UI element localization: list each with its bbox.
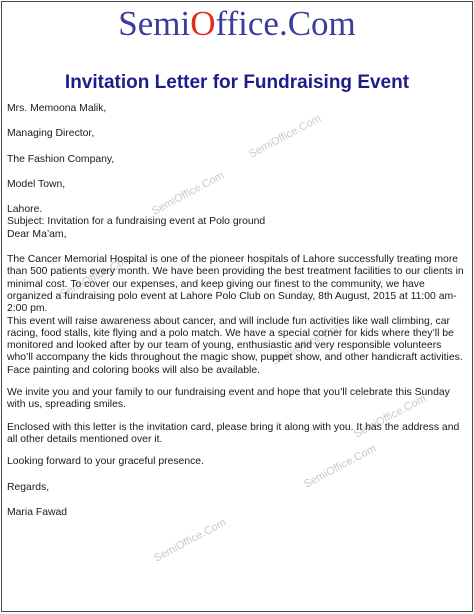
site-logo [2,4,472,44]
letter-paragraph-3: We invite you and your family to our fundraising event and hope that you’ll celebrate this Sunday with us, spreading smiles. [7,387,450,411]
logo-text-office: ffice.Com [215,4,356,43]
recipient-title: Managing Director, [7,128,95,140]
letter-page [1,1,473,612]
letter-regards: Regards, [7,481,50,493]
watermark: SemiOffice.Com [58,252,135,301]
watermark: SemiOffice.Com [302,442,379,491]
letter-paragraph-2: This event will raise awareness about cancer, and will include fun activities like wall climbing, car racing, food stalls, kite flying and a polo match. We have a special corner for kids where they’ll be monitored and looked after by our team of young, enthusiastic and very responsible volunteers who’ll accompany the kids throughout the magic show, puppet show, and other handicraft activities. Face painting and coloring books will also be available. [7,315,463,376]
watermark: SemiOffice.Com [150,169,227,218]
letter-body [7,103,469,519]
letter-salutation: Dear Ma’am, [7,228,67,240]
recipient-name: Mrs. Memoona Malik, [7,103,107,114]
recipient-city: Lahore. [7,204,43,216]
recipient-company: The Fashion Company, [7,153,115,165]
watermark: SemiOffice.Com [270,319,347,368]
watermark: SemiOffice.Com [247,112,324,161]
letter-closing-line: Looking forward to your graceful presence. [7,456,204,468]
watermark: SemiOffice.Com [152,516,229,565]
logo-text-o: O [190,4,216,43]
letter-signature: Maria Fawad [7,506,68,518]
logo-text-semi: Semi [118,4,191,43]
watermark: SemiOffice.Com [352,392,429,441]
letter-paragraph-4: Enclosed with this letter is the invitation card, please bring it along with you. It has the address and all other details mentioned over it. [7,421,460,445]
page-title: Invitation Letter for Fundraising Event [64,72,410,93]
letter-subject: Subject: Invitation for a fundraising event at Polo ground [7,216,266,228]
letter-paragraph-1: The Cancer Memorial Hospital is one of the pioneer hospitals of Lahore successfully treating more than 500 patients every month. We have been providing the best treatment facilities to our clients in minimal cost. To cover our expenses, and keep giving our finest to the community, we have organized a fundraising polo event at Lahore Polo Club on Sunday, 8th August, 2015 at 11:00 am-2:00 pm. [7,254,464,315]
recipient-address: Model Town, [7,178,66,190]
